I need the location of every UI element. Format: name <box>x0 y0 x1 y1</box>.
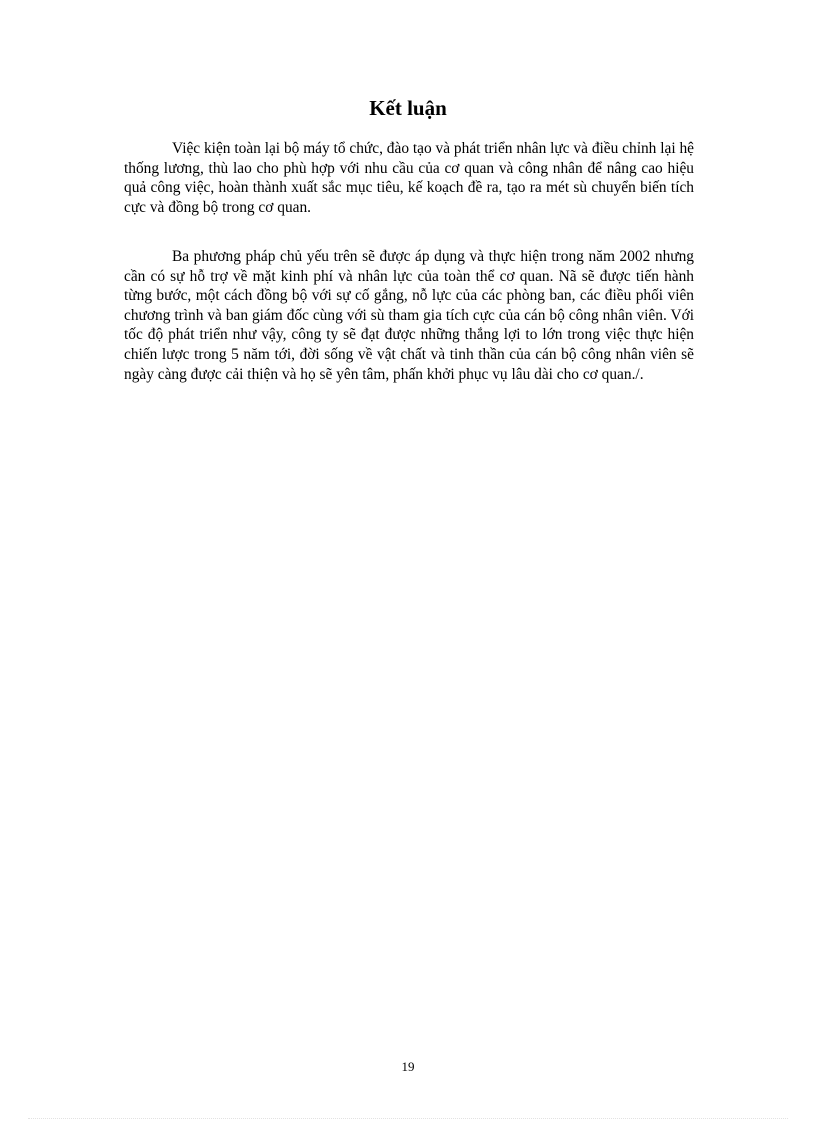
paragraph-1: Việc kiện toàn lại bộ máy tổ chức, đào tạo và phát triển nhân lực và điều chỉnh lại hệ thống lương, thù lao cho phù hợp với nhu cầu của cơ quan và công nhân để nâng cao hiệu quả công việc, hoàn thành xuất sắc mục tiêu, kế koạch đề ra, tạo ra mét sù chuyển biến tích cực và đồng bộ trong cơ quan. <box>124 140 694 216</box>
paragraph-2: Ba phương pháp chủ yếu trên sẽ được áp dụng và thực hiện trong năm 2002 nhưng cần có sự hỗ trợ về mặt kinh phí và nhân lực của toàn thể cơ quan. Nã sẽ được tiến hành từng bước, một cách đồng bộ với sự cố gắng, nỗ lực của các phòng ban, các điều phối viên chương trình và ban giám đốc cùng với sù tham gia tích cực của cán bộ công nhân viên. Với tốc độ phát triển như vậy, công ty sẽ đạt được những thắng lợi to lớn trong việc thực hiện chiến lược trong 5 năm tới, đời sống về vật chất và tinh thần của cán bộ công nhân viên sẽ ngày càng được cải thiện và họ sẽ yên tâm, phấn khởi phục vụ lâu dài cho cơ quan./. <box>124 248 694 383</box>
page-title: Kết luận <box>369 96 447 120</box>
page-number: 19 <box>401 1059 415 1074</box>
page-bottom-divider <box>28 1118 788 1119</box>
